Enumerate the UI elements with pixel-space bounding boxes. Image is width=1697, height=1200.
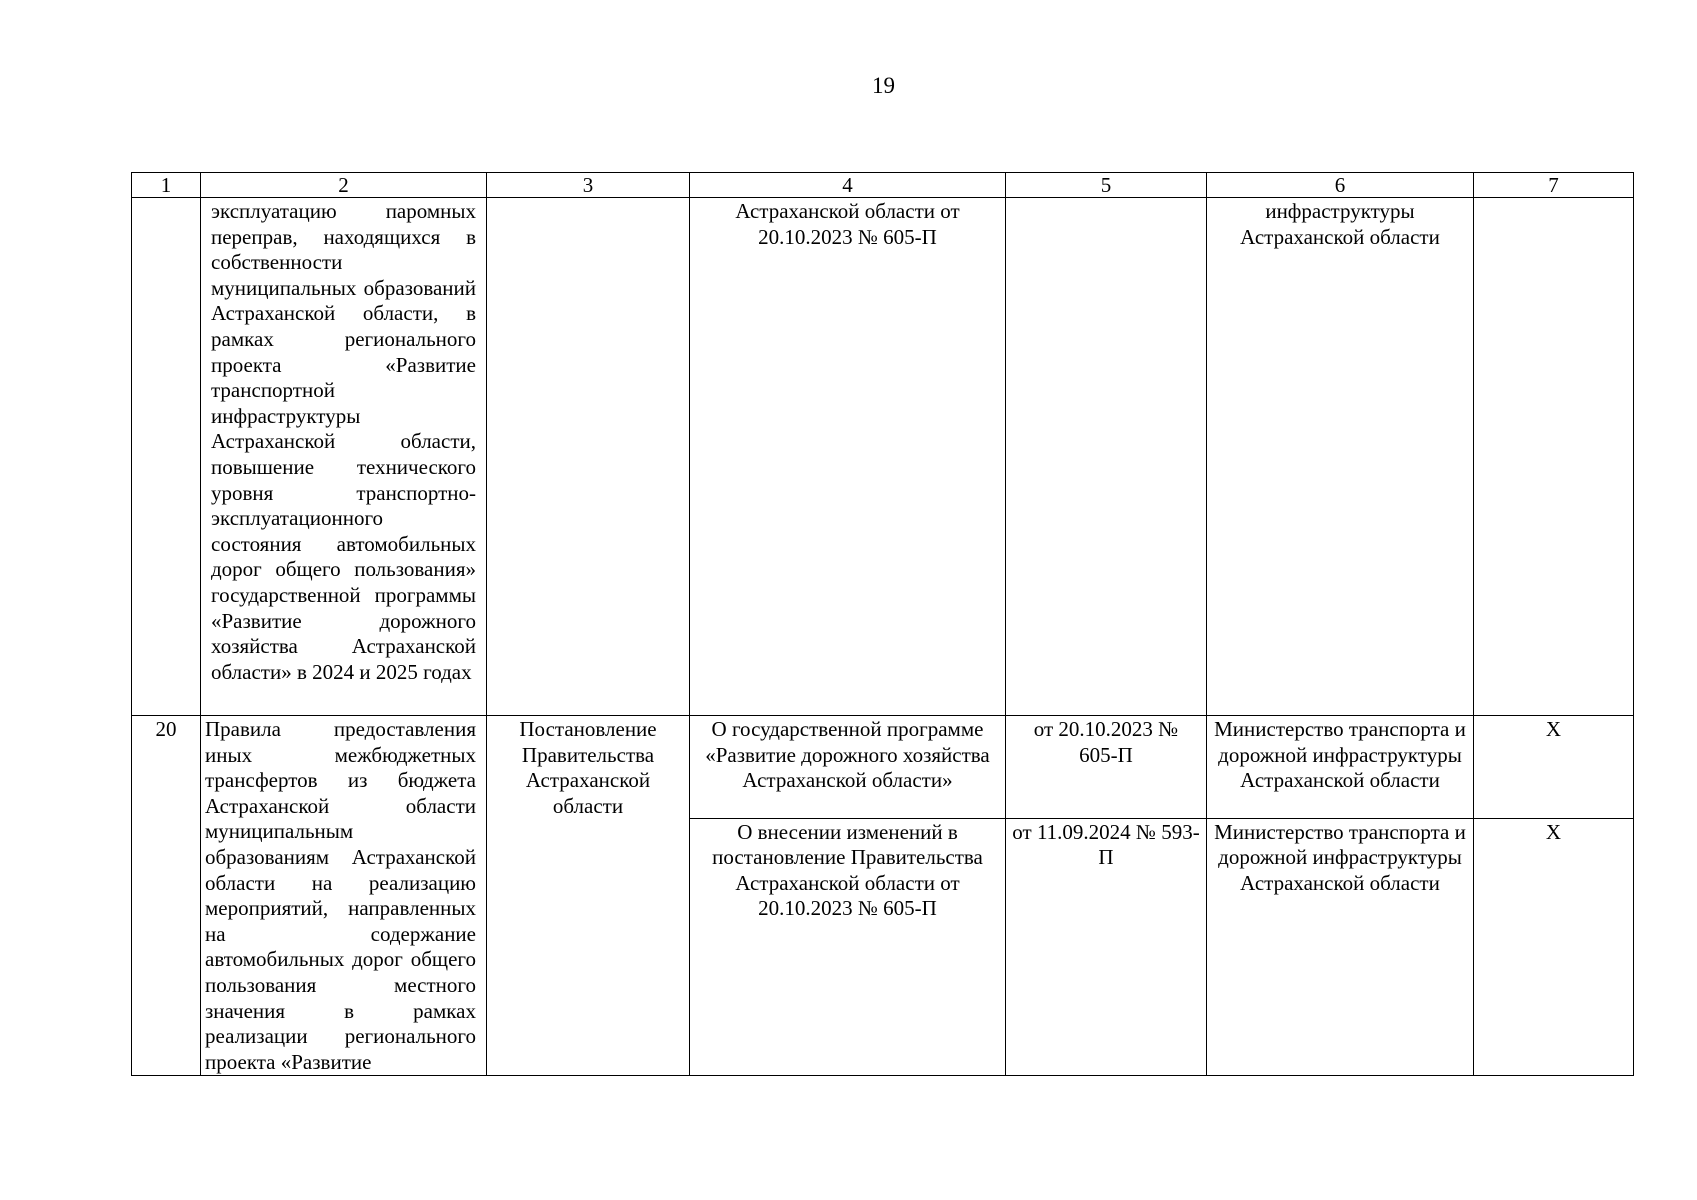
responsible-body-cell: инфраструктуры Астраханской области [1207,198,1474,716]
table-header-row [132,173,1634,198]
page-number: 19 [872,73,895,98]
table-row-continued [132,198,1634,716]
document-name-cell: эксплуатацию паромных переправ, находящихся в собственности муниципальных образований Астраханской области, в рамках регионального проекта «Развитие транспортной инфраструктуры Астраханской области, повышение технического уровня транспортно-эксплуатационного состояния автомобильных дорог общего пользования» государственной программы «Развитие дорожного хозяйства Астраханской области» в 2024 и 2025 годах [201,198,487,716]
mark-cell: X [1474,818,1634,1076]
column-header-7: 7 [1474,173,1634,198]
column-header-3: 3 [487,173,690,198]
row-number-cell [132,198,201,716]
document-table [131,172,1634,1076]
document-type-cell [487,198,690,716]
document-date-cell [1006,198,1207,716]
document-date-cell: от 11.09.2024 № 593-П [1006,818,1207,1076]
column-header-2: 2 [201,173,487,198]
mark-cell: X [1474,716,1634,819]
column-header-6: 6 [1207,173,1474,198]
column-header-1: 1 [132,173,201,198]
document-date-cell: от 20.10.2023 № 605-П [1006,716,1207,819]
responsible-body-cell: Министерство транспорта и дорожной инфраструктуры Астраханской области [1207,818,1474,1076]
mark-cell [1474,198,1634,716]
column-header-4: 4 [690,173,1006,198]
document-title-cell: Астраханской области от 20.10.2023 № 605-П [690,198,1006,716]
column-header-5: 5 [1006,173,1207,198]
document-title-cell: О государственной программе «Развитие дорожного хозяйства Астраханской области» [690,716,1006,819]
document-type-cell: Постановление Правительства Астраханской области [487,716,690,1076]
responsible-body-cell: Министерство транспорта и дорожной инфраструктуры Астраханской области [1207,716,1474,819]
document-name-cell: Правила предоставления иных межбюджетных трансфертов из бюджета Астраханской области муниципальным образованиям Астраханской области на реализацию мероприятий, направленных на содержание автомобильных дорог общего пользования местного значения в рамках реализации регионального проекта «Развитие [201,716,487,1076]
table-row-20 [132,716,1634,819]
document-title-cell: О внесении изменений в постановление Правительства Астраханской области от 20.10.2023 № 605-П [690,818,1006,1076]
row-number-cell: 20 [132,716,201,1076]
